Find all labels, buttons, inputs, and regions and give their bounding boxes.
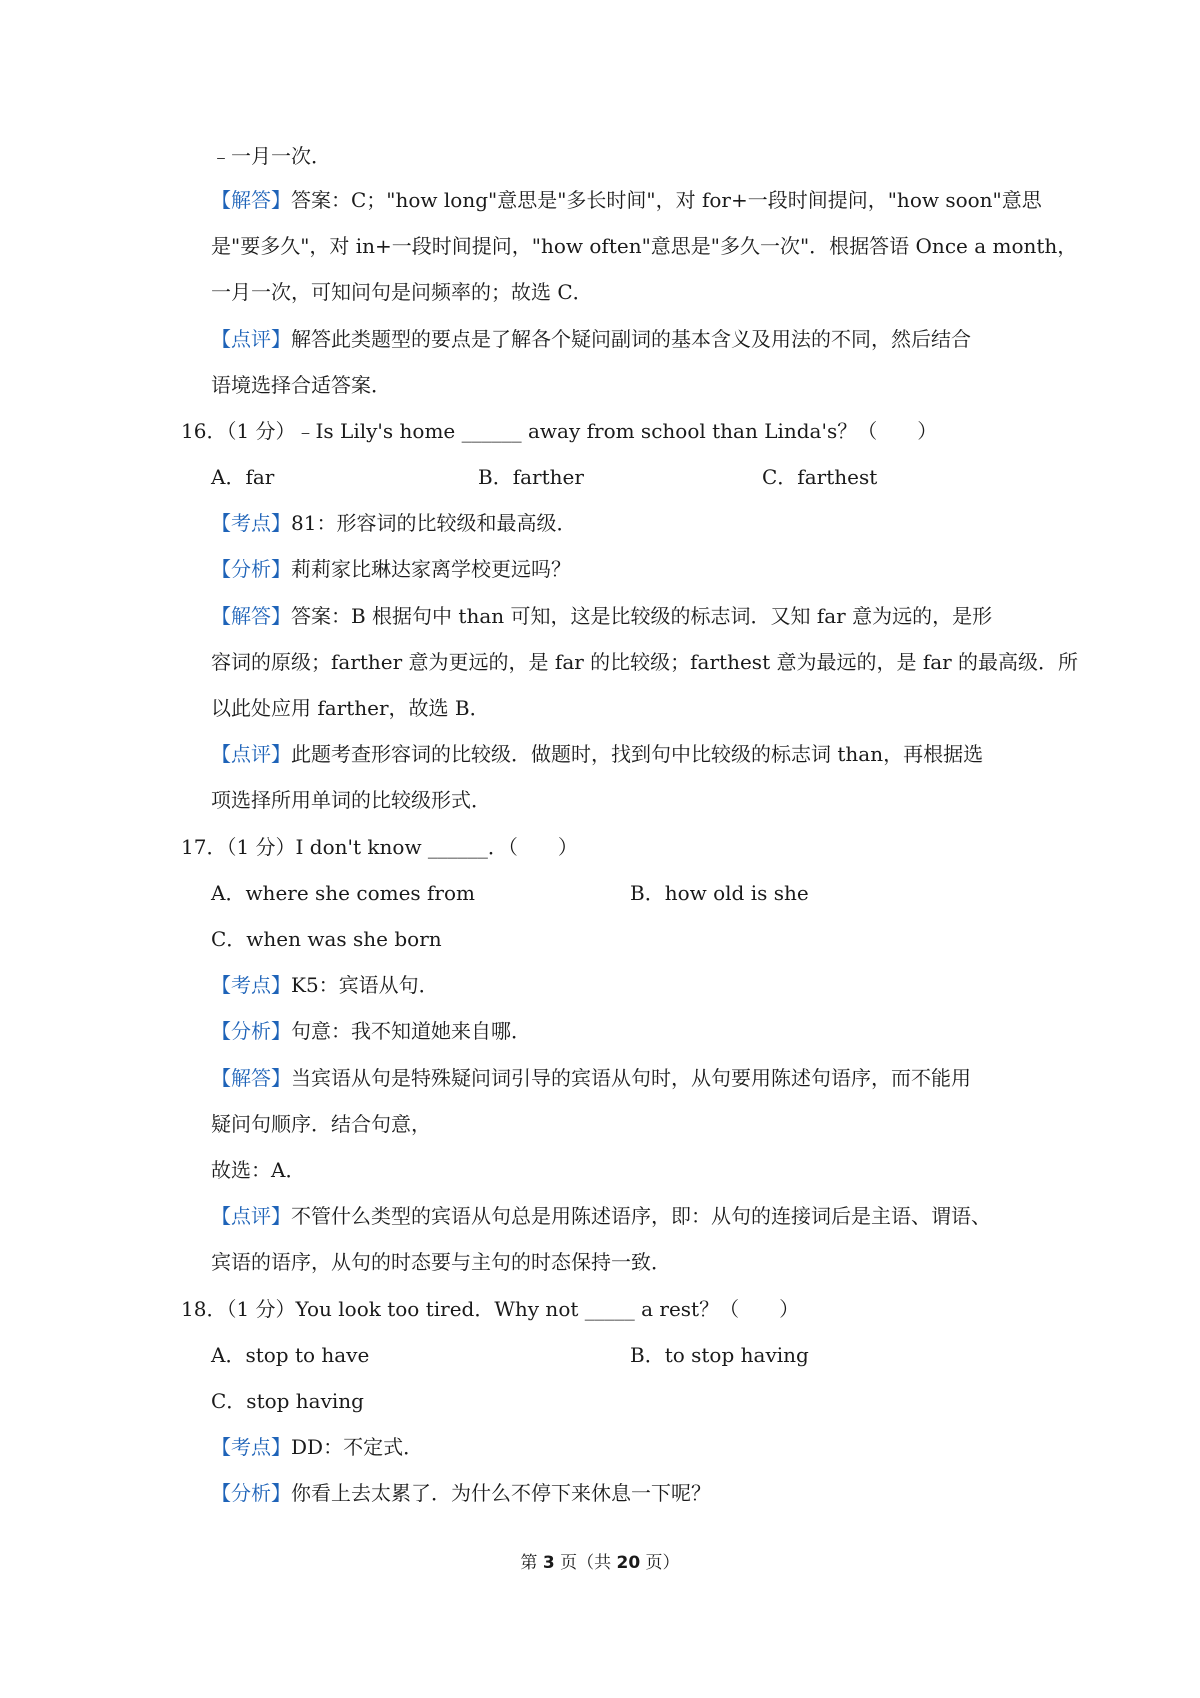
analysis-line: 【分析】句意：我不知道她来自哪． [211, 1019, 531, 1043]
analysis-tag: 【分析】 [211, 557, 291, 581]
knowledge-tag: 【考点】 [211, 1435, 291, 1459]
page-footer: 第 3 页（共 20 页） [520, 1553, 680, 1573]
option-c: C．stop having [211, 1389, 364, 1413]
text-line: 容词的原级；farther 意为更远的，是 far 的比较级；farthest 意为最远的，是 far 的最高级．所 [211, 650, 1079, 674]
question-18: 18．（1 分）You look too tired．Why not _____ a rest？（ ） [181, 1297, 800, 1321]
text-line: 疑问句顺序．结合句意， [211, 1112, 431, 1136]
page-number: 3 [542, 1553, 555, 1573]
option-a: A．far [211, 465, 275, 489]
comment-tag: 【点评】 [211, 1204, 291, 1228]
text-line: ﹣一月一次． [211, 144, 331, 168]
analysis-tag: 【分析】 [211, 1481, 291, 1505]
comment-tag: 【点评】 [211, 327, 291, 351]
analysis-tag: 【分析】 [211, 1019, 291, 1043]
answer-line: 【解答】答案：B 根据句中 than 可知，这是比较级的标志词．又知 far 意为远的，是形 [211, 604, 993, 628]
text-line: 宾语的语序，从句的时态要与主句的时态保持一致． [211, 1250, 671, 1274]
knowledge-tag: 【考点】 [211, 973, 291, 997]
comment-line: 【点评】不管什么类型的宾语从句总是用陈述语序，即：从句的连接词后是主语、谓语、 [211, 1204, 991, 1228]
text-line: 以此处应用 farther，故选 B． [211, 696, 490, 720]
option-a: A．where she comes from [211, 881, 476, 905]
knowledge-point-line: 【考点】K5：宾语从句． [211, 973, 439, 997]
comment-line: 【点评】解答此类题型的要点是了解各个疑问副词的基本含义及用法的不同，然后结合 [211, 327, 971, 351]
analysis-line: 【分析】莉莉家比琳达家离学校更远吗？ [211, 557, 571, 581]
answer-tag: 【解答】 [211, 188, 291, 212]
option-b: B．farther [478, 465, 584, 489]
answer-tag: 【解答】 [211, 1066, 291, 1090]
answer-line: 【解答】答案：C；"how long"意思是"多长时间"，对 for+一段时间提问，"how soon"意思 [211, 188, 1042, 212]
comment-tag: 【点评】 [211, 742, 291, 766]
page-total: 20 [616, 1553, 641, 1573]
text-line: 语境选择合适答案． [211, 373, 391, 397]
analysis-line: 【分析】你看上去太累了．为什么不停下来休息一下呢？ [211, 1481, 711, 1505]
question-16: 16．（1 分）﹣Is Lily's home ______ away from school than Linda's？（ ） [181, 419, 938, 443]
answer-tag: 【解答】 [211, 604, 291, 628]
option-c: C．farthest [762, 465, 878, 489]
text-line: 故选：A． [211, 1158, 306, 1182]
knowledge-point-line: 【考点】81：形容词的比较级和最高级． [211, 511, 577, 535]
text-line: 一月一次，可知问句是问频率的；故选 C． [211, 280, 593, 304]
option-b: B．how old is she [630, 881, 809, 905]
option-a: A．stop to have [211, 1343, 370, 1367]
knowledge-point-line: 【考点】DD：不定式． [211, 1435, 424, 1459]
knowledge-tag: 【考点】 [211, 511, 291, 535]
option-c: C．when was she born [211, 927, 442, 951]
question-17: 17．（1 分）I don't know ______．（ ） [181, 835, 578, 859]
text-line: 项选择所用单词的比较级形式． [211, 788, 491, 812]
answer-line: 【解答】当宾语从句是特殊疑问词引导的宾语从句时，从句要用陈述句语序，而不能用 [211, 1066, 971, 1090]
comment-line: 【点评】此题考查形容词的比较级．做题时，找到句中比较级的标志词 than，再根据选 [211, 742, 984, 766]
text-line: 是"要多久"，对 in+一段时间提问，"how often"意思是"多久一次"．根据答语 Once a month， [211, 234, 1078, 258]
option-b: B．to stop having [630, 1343, 809, 1367]
